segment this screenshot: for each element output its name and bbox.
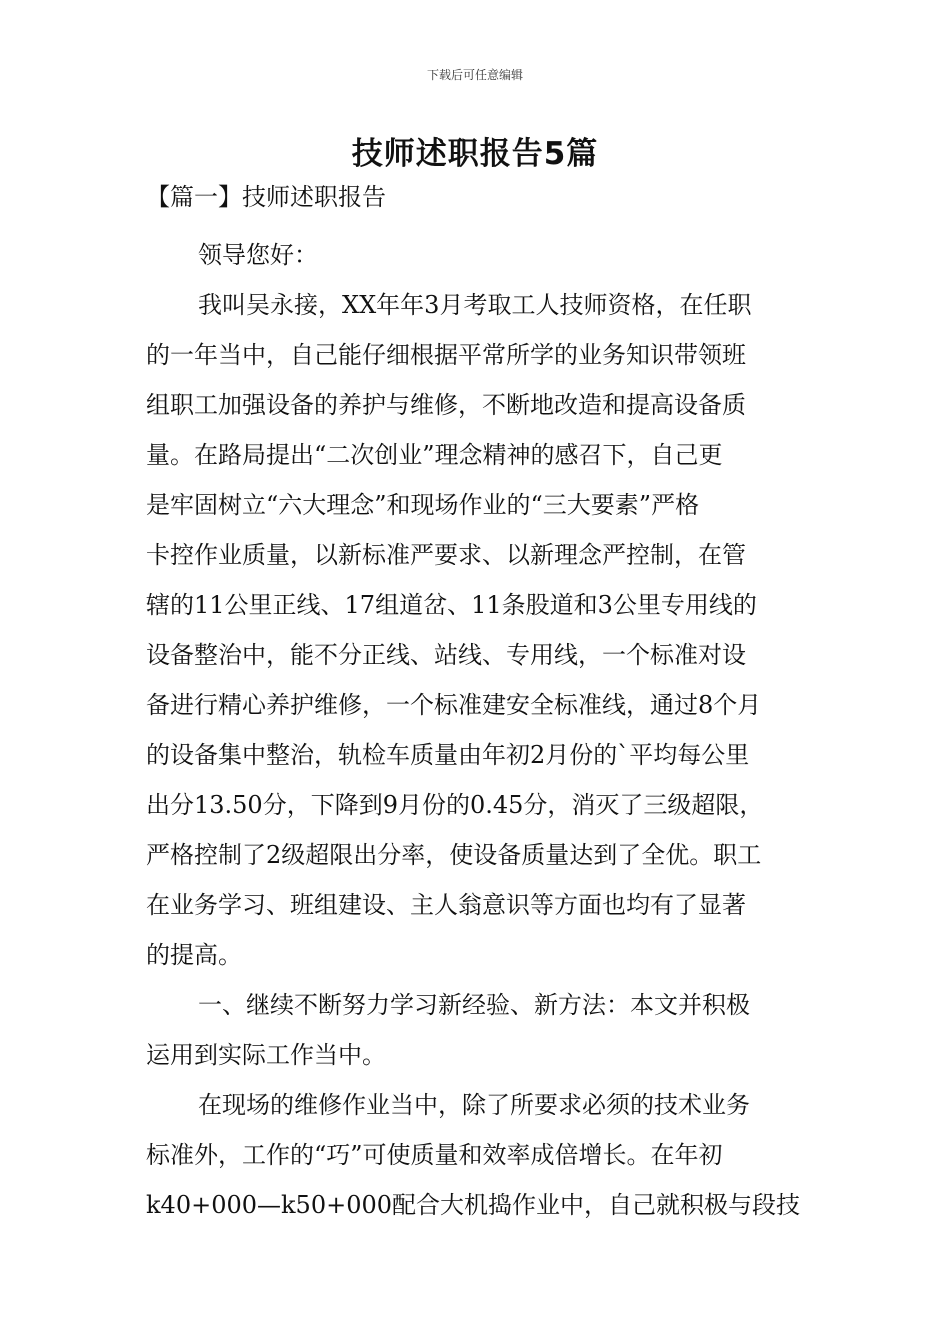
paragraph-line: 是牢固树立“六大理念”和现场作业的“三大要素”严格 xyxy=(146,491,700,519)
paragraph-line: 备进行精心养护维修，一个标准建安全标准线，通过8个月 xyxy=(146,691,762,719)
paragraph-line: 组职工加强设备的养护与维修，不断地改造和提高设备质 xyxy=(146,391,746,419)
paragraph-line: 的一年当中，自己能仔细根据平常所学的业务知识带领班 xyxy=(146,341,746,369)
paragraph-line: 我叫吴永接，XX年年3月考取工人技师资格，在任职 xyxy=(198,291,752,319)
document-title: 技师述职报告5篇 xyxy=(351,136,599,172)
greeting-line: 领导您好： xyxy=(198,241,318,269)
paragraph-line: 严格控制了2级超限出分率，使设备质量达到了全优。职工 xyxy=(146,841,762,869)
paragraph-line: 运用到实际工作当中。 xyxy=(146,1041,386,1069)
paragraph-line: 标准外，工作的“巧”可使质量和效率成倍增长。在年初 xyxy=(146,1141,723,1169)
paragraph-line: 在业务学习、班组建设、主人翁意识等方面也均有了显著 xyxy=(146,891,746,919)
paragraph-line: 一、继续不断努力学习新经验、新方法：本文并积极 xyxy=(198,991,750,1019)
paragraph-line: 卡控作业质量，以新标准严要求、以新理念严控制，在管 xyxy=(146,541,746,569)
header-note: 下载后可任意编辑 xyxy=(426,68,523,82)
paragraph-line: 在现场的维修作业当中，除了所要求必须的技术业务 xyxy=(198,1091,750,1119)
paragraph-line: 的提高。 xyxy=(146,941,242,969)
paragraph-line: 量。在路局提出“二次创业”理念精神的感召下，自己更 xyxy=(146,441,723,469)
document-body xyxy=(146,230,822,1230)
paragraph-line: k40+000—k50+000配合大机捣作业中，自己就积极与段技 xyxy=(146,1191,800,1219)
section-heading: 【篇一】技师述职报告 xyxy=(146,183,386,211)
paragraph-line: 出分13.50分，下降到9月份的0.45分，消灭了三级超限， xyxy=(146,791,764,819)
paragraph-line: 辖的11公里正线、17组道岔、11条股道和3公里专用线的 xyxy=(146,591,757,619)
paragraph-line: 的设备集中整治，轨检车质量由年初2月份的`平均每公里 xyxy=(146,741,750,769)
paragraph-line: 设备整治中，能不分正线、站线、专用线，一个标准对设 xyxy=(146,641,746,669)
